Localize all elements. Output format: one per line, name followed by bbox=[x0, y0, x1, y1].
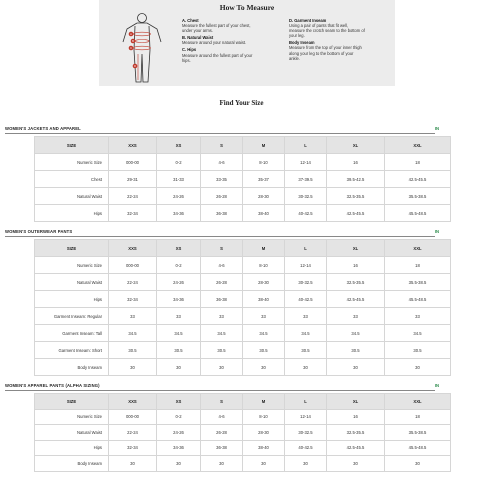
chest-text-1: Measure the fullest part of your chest, bbox=[182, 23, 251, 29]
row-label: Garment Inseam: Short bbox=[35, 342, 109, 359]
row-label: Body Inseam bbox=[35, 359, 109, 376]
table-cell: 30 bbox=[327, 456, 385, 472]
row-label: Garment Inseam: Tall bbox=[35, 325, 109, 342]
table-header-cell: M bbox=[243, 137, 285, 154]
body-inseam-text-2: along your leg to the bottom of your bbox=[289, 50, 354, 56]
table-cell: 33 bbox=[157, 308, 201, 325]
table-header-cell: XXL bbox=[385, 137, 451, 154]
table-cell: 30.5 bbox=[285, 342, 327, 359]
table-cell: 8-10 bbox=[243, 257, 285, 274]
table-header-cell: L bbox=[285, 137, 327, 154]
table-header-row bbox=[35, 240, 451, 257]
table-header-cell: SIZE bbox=[35, 394, 109, 410]
table-header-cell: L bbox=[285, 394, 327, 410]
table-cell: 30 bbox=[385, 359, 451, 376]
table-cell: 34.5 bbox=[157, 325, 201, 342]
table-header-cell: XXS bbox=[109, 137, 157, 154]
table-cell: 18 bbox=[385, 154, 451, 171]
table-cell: 0-2 bbox=[157, 154, 201, 171]
table-cell: 30 bbox=[243, 456, 285, 472]
body-inseam-text-3: ankle. bbox=[289, 55, 300, 61]
table-cell: 26-28 bbox=[201, 188, 243, 205]
section-rule bbox=[5, 390, 435, 391]
table-cell: 30 bbox=[157, 456, 201, 472]
how-to-measure-title: How To Measure bbox=[219, 3, 275, 12]
table-header-cell: SIZE bbox=[35, 137, 109, 154]
table-cell: 36-38 bbox=[201, 291, 243, 308]
table-cell: 30-32.5 bbox=[285, 274, 327, 291]
row-label: Chest bbox=[35, 171, 109, 188]
table-cell: 32.5-35.5 bbox=[327, 188, 385, 205]
table-cell: 30.5 bbox=[243, 342, 285, 359]
table-cell: 0-2 bbox=[157, 257, 201, 274]
row-label: Hips bbox=[35, 205, 109, 222]
table-header-row bbox=[35, 137, 451, 154]
table-cell: 37-39.5 bbox=[285, 171, 327, 188]
table-cell: 34.5 bbox=[243, 325, 285, 342]
table-cell: 12-14 bbox=[285, 257, 327, 274]
hips-text-2: hips. bbox=[182, 57, 191, 63]
table-cell: 45.5-48.5 bbox=[385, 291, 451, 308]
table-cell: 32.5-35.5 bbox=[327, 274, 385, 291]
marker-d: D bbox=[134, 65, 136, 68]
table-cell: 30 bbox=[109, 359, 157, 376]
table-cell: 35.5-38.5 bbox=[385, 274, 451, 291]
marker-a: A bbox=[130, 33, 132, 36]
table-row bbox=[35, 154, 451, 171]
table-row bbox=[35, 171, 451, 188]
row-label: Natural Waist bbox=[35, 425, 109, 441]
table-cell: 30.5 bbox=[385, 342, 451, 359]
table-cell: 40-42.5 bbox=[285, 440, 327, 456]
table-cell: 4-6 bbox=[201, 409, 243, 425]
body-inseam-text-1: Measure from the top of your inner thigh bbox=[289, 45, 362, 51]
table-cell: 40-42.5 bbox=[285, 291, 327, 308]
table-cell: 8-10 bbox=[243, 154, 285, 171]
table-header-cell: S bbox=[201, 137, 243, 154]
table-cell: 30-32.5 bbox=[285, 425, 327, 441]
table-cell: 28-30 bbox=[243, 274, 285, 291]
table-cell: 4-6 bbox=[201, 154, 243, 171]
table-cell: 30.5 bbox=[327, 342, 385, 359]
table-cell: 30 bbox=[327, 359, 385, 376]
table-cell: 33 bbox=[327, 308, 385, 325]
table-cell: 4-6 bbox=[201, 257, 243, 274]
table-cell: 32-34 bbox=[109, 291, 157, 308]
table-cell: 30.5 bbox=[201, 342, 243, 359]
table-cell: 40-42.5 bbox=[285, 205, 327, 222]
section-rule bbox=[5, 133, 435, 134]
table-cell: 30 bbox=[285, 456, 327, 472]
table-cell: 34-36 bbox=[157, 440, 201, 456]
find-your-size-title: Find Your Size bbox=[219, 99, 264, 107]
waist-text-1: Measure around your natural waist. bbox=[182, 40, 247, 46]
table-row bbox=[35, 274, 451, 291]
table-cell: 16 bbox=[327, 154, 385, 171]
table-cell: 000-00 bbox=[109, 257, 157, 274]
table-cell: 35-37 bbox=[243, 171, 285, 188]
table-cell: 29-31 bbox=[109, 171, 157, 188]
table-cell: 38-40 bbox=[243, 291, 285, 308]
measure-column-1 bbox=[182, 18, 252, 65]
table-row bbox=[35, 359, 451, 376]
table-header-cell: XS bbox=[157, 394, 201, 410]
table-cell: 35.5-38.5 bbox=[385, 425, 451, 441]
table-cell: 30 bbox=[243, 359, 285, 376]
measure-column-2 bbox=[289, 18, 365, 63]
waist-block bbox=[182, 35, 252, 45]
table-cell: 16 bbox=[327, 257, 385, 274]
table-cell: 30 bbox=[109, 456, 157, 472]
table-cell: 34.5 bbox=[285, 325, 327, 342]
table-cell: 33 bbox=[385, 308, 451, 325]
table-cell: 000-00 bbox=[109, 154, 157, 171]
hips-heading: C. Hips bbox=[182, 47, 197, 53]
body-inseam-heading: Body Inseam bbox=[289, 40, 315, 46]
table-cell: 28-30 bbox=[243, 425, 285, 441]
marker-c: C bbox=[130, 47, 132, 50]
table-header-cell: XL bbox=[327, 137, 385, 154]
table-cell: 32-34 bbox=[109, 440, 157, 456]
table-cell: 30.5 bbox=[157, 342, 201, 359]
table-header-row bbox=[35, 394, 451, 410]
row-label: Hips bbox=[35, 291, 109, 308]
table-cell: 16 bbox=[327, 409, 385, 425]
section-title-jackets: WOMEN'S JACKETS AND APPAREL bbox=[5, 126, 81, 131]
table-cell: 33 bbox=[243, 308, 285, 325]
table-cell: 18 bbox=[385, 409, 451, 425]
table-cell: 33 bbox=[285, 308, 327, 325]
hips-block bbox=[182, 47, 252, 62]
table-row bbox=[35, 291, 451, 308]
how-to-measure-panel bbox=[99, 0, 395, 86]
waist-heading: B. Natural Waist bbox=[182, 35, 214, 41]
table-cell: 24-26 bbox=[157, 188, 201, 205]
table-cell: 36-38 bbox=[201, 205, 243, 222]
section-title-apparel-pants: WOMEN'S APPAREL PANTS (ALPHA SIZING) bbox=[5, 383, 100, 388]
table-cell: 34-36 bbox=[157, 205, 201, 222]
table-cell: 32.5-35.5 bbox=[327, 425, 385, 441]
table-cell: 35.5-38.5 bbox=[385, 188, 451, 205]
table-row bbox=[35, 308, 451, 325]
table-cell: 31-33 bbox=[157, 171, 201, 188]
table-row bbox=[35, 205, 451, 222]
table-cell: 18 bbox=[385, 257, 451, 274]
table-cell: 12-14 bbox=[285, 154, 327, 171]
table-cell: 42.5-45.5 bbox=[327, 205, 385, 222]
table-cell: 000-00 bbox=[109, 409, 157, 425]
table-header-cell: XS bbox=[157, 240, 201, 257]
garment-inseam-text-1: Using a pair of pants that fit well, bbox=[289, 23, 349, 29]
table-header-cell: XL bbox=[327, 394, 385, 410]
table-cell: 30 bbox=[201, 359, 243, 376]
chest-block bbox=[182, 18, 252, 33]
table-cell: 42.5-45.5 bbox=[385, 171, 451, 188]
table-cell: 42.5-45.5 bbox=[327, 440, 385, 456]
table-cell: 38-40 bbox=[243, 440, 285, 456]
garment-inseam-text-2: measure the crotch seam to the bottom of bbox=[289, 28, 365, 34]
table-cell: 42.5-45.5 bbox=[327, 291, 385, 308]
table-header-cell: SIZE bbox=[35, 240, 109, 257]
table-row bbox=[35, 188, 451, 205]
table-cell: 33 bbox=[109, 308, 157, 325]
table-row bbox=[35, 257, 451, 274]
section-unit-outerwear-pants: IN bbox=[434, 229, 439, 234]
row-label: Numeric Size bbox=[35, 409, 109, 425]
table-cell: 30 bbox=[285, 359, 327, 376]
section-rule bbox=[5, 236, 435, 237]
table-header-cell: M bbox=[243, 240, 285, 257]
garment-inseam-text-3: your leg. bbox=[289, 33, 305, 39]
table-cell: 33 bbox=[201, 308, 243, 325]
table-cell: 38-40 bbox=[243, 205, 285, 222]
section-title-outerwear-pants: WOMEN'S OUTERWEAR PANTS bbox=[5, 229, 73, 234]
table-cell: 8-10 bbox=[243, 409, 285, 425]
table-header-cell: XS bbox=[157, 137, 201, 154]
table-cell: 45.5-48.5 bbox=[385, 440, 451, 456]
size-table-jackets bbox=[34, 136, 451, 222]
table-cell: 26-28 bbox=[201, 274, 243, 291]
garment-inseam-heading: D. Garment Inseam bbox=[289, 18, 327, 23]
row-label: Natural Waist bbox=[35, 188, 109, 205]
table-header-cell: XXL bbox=[385, 240, 451, 257]
table-cell: 0-2 bbox=[157, 409, 201, 425]
row-label: Hips bbox=[35, 440, 109, 456]
garment-inseam-block bbox=[289, 18, 365, 38]
table-cell: 34.5 bbox=[385, 325, 451, 342]
table-header-cell: XXS bbox=[109, 240, 157, 257]
marker-b: B bbox=[132, 40, 134, 43]
table-cell: 22-24 bbox=[109, 425, 157, 441]
table-header-cell: XXL bbox=[385, 394, 451, 410]
table-cell: 34.5 bbox=[327, 325, 385, 342]
body-measure-figure bbox=[109, 10, 175, 84]
table-cell: 12-14 bbox=[285, 409, 327, 425]
table-header-cell: S bbox=[201, 240, 243, 257]
size-table-outerwear-pants bbox=[34, 239, 451, 376]
table-row bbox=[35, 325, 451, 342]
table-row bbox=[35, 409, 451, 425]
table-cell: 33-35 bbox=[201, 171, 243, 188]
table-cell: 28-30 bbox=[243, 188, 285, 205]
table-cell: 30.5 bbox=[109, 342, 157, 359]
row-label: Natural Waist bbox=[35, 274, 109, 291]
table-cell: 30 bbox=[201, 456, 243, 472]
table-cell: 34-36 bbox=[157, 291, 201, 308]
table-cell: 22-24 bbox=[109, 274, 157, 291]
row-label: Numeric Size bbox=[35, 257, 109, 274]
table-row bbox=[35, 342, 451, 359]
table-cell: 34.5 bbox=[201, 325, 243, 342]
table-cell: 45.5-48.5 bbox=[385, 205, 451, 222]
table-row bbox=[35, 456, 451, 472]
body-inseam-block bbox=[289, 40, 365, 60]
table-cell: 24-26 bbox=[157, 425, 201, 441]
row-label: Body Inseam bbox=[35, 456, 109, 472]
table-cell: 30 bbox=[385, 456, 451, 472]
table-cell: 22-24 bbox=[109, 188, 157, 205]
size-table-apparel-pants bbox=[34, 393, 451, 472]
chest-text-2: under your arms. bbox=[182, 28, 213, 34]
table-row bbox=[35, 440, 451, 456]
table-cell: 32-34 bbox=[109, 205, 157, 222]
table-cell: 34.5 bbox=[109, 325, 157, 342]
row-label: Numeric Size bbox=[35, 154, 109, 171]
table-header-cell: L bbox=[285, 240, 327, 257]
table-cell: 30 bbox=[157, 359, 201, 376]
row-label: Garment Inseam: Regular bbox=[35, 308, 109, 325]
hips-text-1: Measure around the fullest part of your bbox=[182, 52, 253, 58]
table-cell: 24-26 bbox=[157, 274, 201, 291]
table-cell: 30-32.5 bbox=[285, 188, 327, 205]
table-cell: 36-38 bbox=[201, 440, 243, 456]
table-header-cell: S bbox=[201, 394, 243, 410]
table-cell: 39.5-42.5 bbox=[327, 171, 385, 188]
table-header-cell: M bbox=[243, 394, 285, 410]
chest-heading: A. Chest bbox=[182, 18, 199, 23]
section-unit-apparel-pants: IN bbox=[434, 383, 439, 388]
table-header-cell: XL bbox=[327, 240, 385, 257]
table-header-cell: XXS bbox=[109, 394, 157, 410]
table-cell: 26-28 bbox=[201, 425, 243, 441]
table-row bbox=[35, 425, 451, 441]
section-unit-jackets: IN bbox=[434, 126, 439, 131]
